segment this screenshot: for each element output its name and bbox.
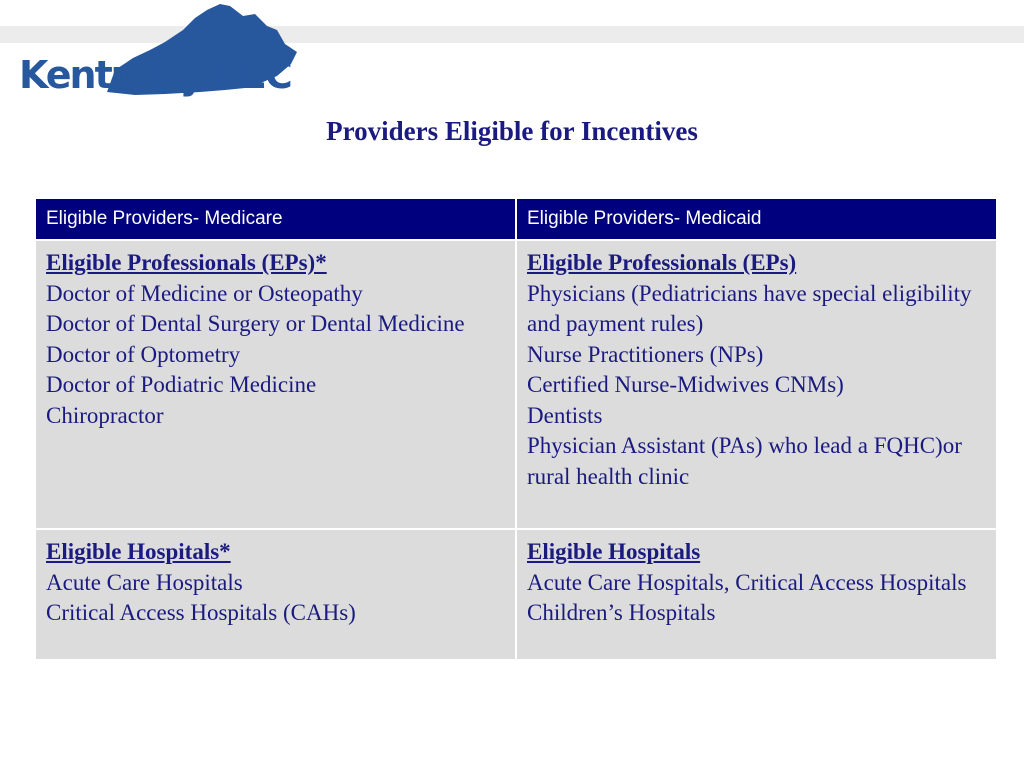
list-item: Children’s Hospitals bbox=[527, 600, 716, 625]
list-item: Physicians (Pediatricians have special eligibility and payment rules) bbox=[527, 280, 972, 336]
list-item: Dentists bbox=[527, 402, 603, 428]
page-title: Providers Eligible for Incentives bbox=[326, 116, 698, 146]
cell-medicare-professionals bbox=[35, 240, 516, 529]
list-item: Doctor of Podiatric Medicine bbox=[46, 372, 317, 397]
table-row bbox=[35, 240, 997, 529]
logo-text: Kentucky REC bbox=[19, 53, 291, 97]
header-medicare: Eligible Providers- Medicare bbox=[35, 198, 516, 240]
list-item: Doctor of Medicine or Osteopathy bbox=[46, 280, 363, 306]
list-item: Critical Access Hospitals (CAHs) bbox=[46, 600, 356, 625]
list-item: Doctor of Optometry bbox=[46, 341, 241, 367]
list-item: Doctor of Dental Surgery or Dental Medicine bbox=[46, 311, 465, 336]
cell-heading: Eligible Professionals (EPs) bbox=[527, 250, 797, 275]
cell-heading: Eligible Professionals (EPs)* bbox=[46, 250, 327, 275]
cell-medicaid-hospitals bbox=[516, 529, 997, 660]
cell-heading: Eligible Hospitals* bbox=[46, 539, 231, 564]
list-item: Acute Care Hospitals, Critical Access Hospitals bbox=[527, 569, 967, 595]
list-item: Nurse Practitioners (NPs) bbox=[527, 341, 764, 367]
kentucky-rec-logo bbox=[15, 0, 305, 110]
cell-medicare-hospitals bbox=[35, 529, 516, 660]
table-row bbox=[35, 529, 997, 660]
list-item: Acute Care Hospitals bbox=[46, 569, 243, 595]
list-item: Certified Nurse-Midwives CNMs) bbox=[527, 372, 844, 397]
list-item: Physician Assistant (PAs) who lead a FQHC)or rural health clinic bbox=[527, 433, 962, 489]
cell-medicaid-professionals bbox=[516, 240, 997, 529]
list-item: Chiropractor bbox=[46, 402, 164, 428]
header-medicaid: Eligible Providers- Medicaid bbox=[516, 198, 997, 240]
providers-table bbox=[34, 197, 998, 661]
cell-heading: Eligible Hospitals bbox=[527, 539, 701, 564]
table-header-row bbox=[35, 198, 997, 240]
